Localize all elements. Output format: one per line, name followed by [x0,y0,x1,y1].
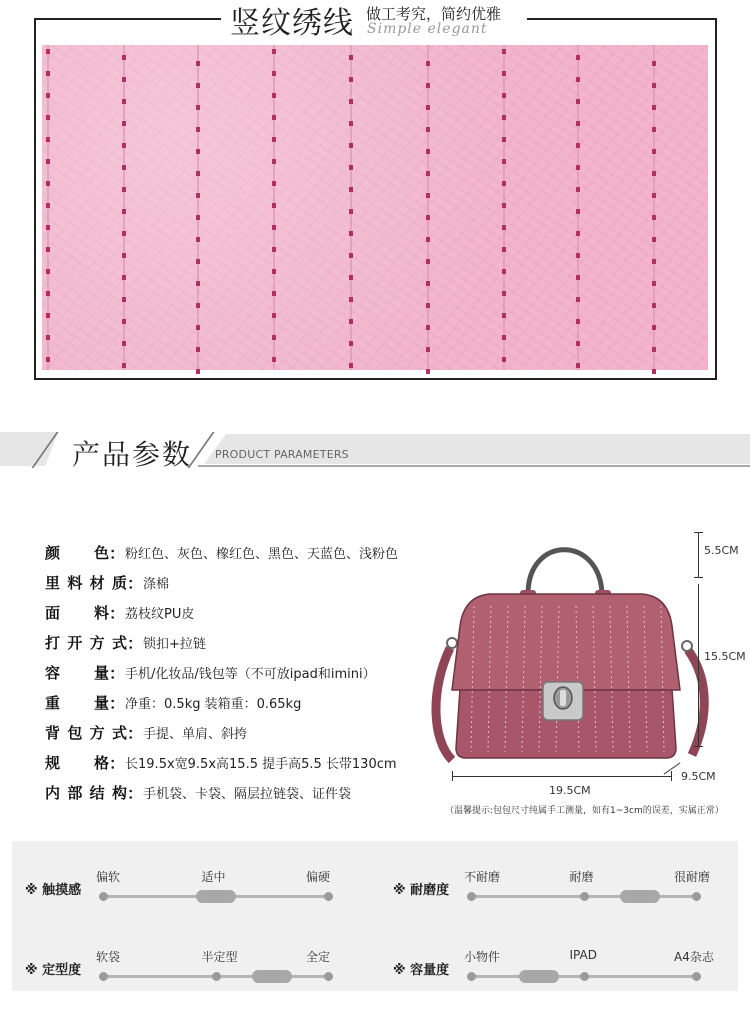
stitch-header [0,0,750,44]
spec-list [45,537,445,807]
spec-key: 内 部 结 构 [45,783,127,802]
gauge-stop [692,892,701,901]
gauge-name: ※ 触摸感 [25,883,82,898]
gauge-4 [393,931,723,991]
gauge-name: ※ 容量度 [393,963,450,978]
header-underline [198,465,750,467]
dim-tick [694,746,703,747]
gauge-label: 偏软 [96,870,121,884]
measurement-note: （温馨提示:包包尺寸纯属手工测量，如有1~3cm的误差，实属正常） [445,806,724,816]
spec-row [45,687,445,717]
spec-row [45,567,445,597]
spec-row [45,597,445,627]
stitch-seam [120,45,128,370]
spec-row [45,747,445,777]
stitch-subtitle-cn: 做工考究，简约优雅 [366,5,502,23]
dim-tick [694,532,703,533]
gauge-stop [580,972,589,981]
dim-handle-label: 5.5CM [704,544,739,557]
gauge-3 [25,931,355,991]
spec-key: 面 料 [45,603,109,622]
stitch-subtitle-en: Simple elegant [367,21,488,37]
gauge-stop [99,972,108,981]
spec-value: 长19.5x宽9.5x高15.5 提手高5.5 长带130cm [125,756,397,772]
stitch-seam [44,45,52,370]
stitch-seam [194,45,202,370]
spec-colon: ： [109,603,126,623]
stitch-seam [650,45,658,370]
gauge-indicator [620,890,660,903]
gauge-stop [99,892,108,901]
spec-colon: ： [109,693,126,713]
spec-row [45,717,445,747]
gauge-2 [393,851,723,911]
spec-row [45,657,445,687]
gauge-label: 偏硬 [306,870,331,884]
spec-value: 锁扣+拉链 [143,636,206,652]
stitch-seam [424,45,432,370]
spec-key: 颜 色 [45,543,109,562]
spec-key: 打 开 方 式 [45,633,127,652]
stitch-seam [347,45,355,370]
spec-value: 荔枝纹PU皮 [125,606,195,622]
dim-height-label: 15.5CM [704,650,746,663]
dim-line-height [698,584,699,747]
stitch-seam [574,45,582,370]
stitch-seam [500,45,508,370]
params-title: 产品参数 [72,438,193,471]
dim-line-handle [698,532,699,578]
gauge-label: 全定 [306,950,331,964]
spec-colon: ： [109,543,126,563]
gauge-stop [692,972,701,981]
gauge-label: 适中 [201,870,226,884]
spec-key: 背 包 方 式 [45,723,127,742]
gauge-name: ※ 耐磨度 [393,883,450,898]
spec-colon: ： [109,753,126,773]
spec-row [45,537,445,567]
dim-tick [452,771,453,781]
spec-value: 粉红色、灰色、橡红色、黑色、天蓝色、浅粉色 [125,546,399,562]
spec-value: 手机袋、卡袋、隔层拉链袋、证件袋 [143,786,352,802]
spec-value: 手提、单肩、斜挎 [143,726,248,742]
spec-colon: ： [127,573,144,593]
gauge-stop [324,972,333,981]
params-header [0,430,750,470]
spec-key: 规 格 [45,753,109,772]
gauge-indicator [519,970,559,983]
spec-key: 重 量 [45,693,109,712]
spec-colon: ： [109,663,126,683]
spec-row [45,627,445,657]
gauge-indicator [252,970,292,983]
gauge-stop [467,892,476,901]
dim-width-label: 19.5CM [549,784,591,797]
leather-closeup-image [42,45,708,370]
params-title-en: PRODUCT PARAMETERS [215,448,349,461]
header-rule-right [527,18,715,20]
gauge-label: A4杂志 [674,950,714,964]
spec-key: 里 料 材 质 [45,573,127,592]
spec-value: 涤棉 [143,576,170,592]
header-decor-slab [0,432,58,466]
gauge-label: 小物件 [464,950,501,964]
gauge-label: 不耐磨 [464,870,501,884]
gauge-label: 很耐磨 [674,870,711,884]
gauge-1 [25,851,355,911]
spec-row [45,777,445,807]
spec-value: 手机/化妆品/钱包等（不可放ipad和imini） [125,666,376,682]
gauge-stop [212,972,221,981]
stitch-seam [270,45,278,370]
spec-value: 净重：0.5kg 装箱重：0.65kg [125,696,302,712]
gauge-stop [467,972,476,981]
dim-tick [694,577,703,578]
gauge-indicator [196,890,236,903]
spec-colon: ： [127,633,144,653]
gauge-stop [580,892,589,901]
header-rule-left [35,18,221,20]
stitch-title: 竖纹绣线 [230,6,354,41]
gauge-stop [324,892,333,901]
dim-tick [671,771,672,781]
gauge-label: 半定型 [201,950,238,964]
dim-line-width [452,776,672,777]
gauge-label: 软袋 [96,950,121,964]
gauge-name: ※ 定型度 [25,963,82,978]
gauge-label: 耐磨 [569,870,594,884]
spec-key: 容 量 [45,663,109,682]
dim-depth-label: 9.5CM [681,770,716,783]
spec-colon: ： [127,723,144,743]
gauge-label: IPAD [569,948,597,962]
spec-colon: ： [127,783,144,803]
